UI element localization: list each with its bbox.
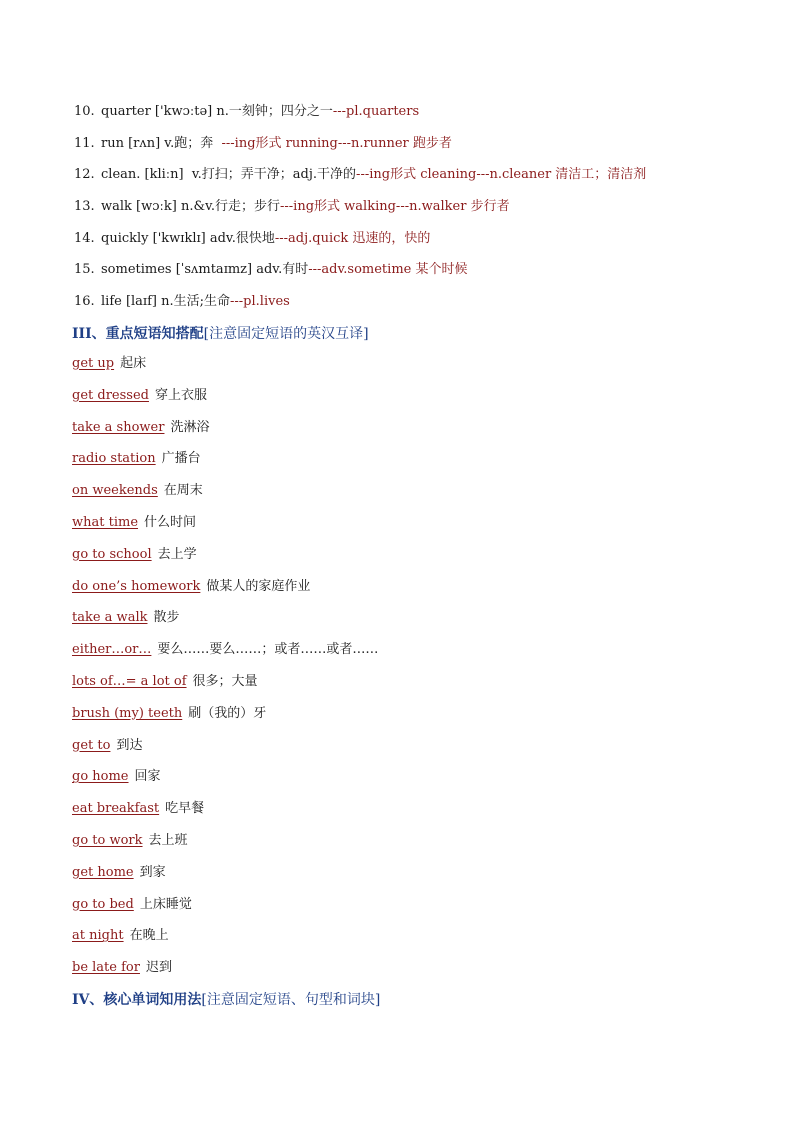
vocab-item	[74, 258, 754, 290]
item-derivation: ---adv.sometime 某个时候	[308, 262, 468, 278]
phrase-english: go home	[72, 769, 129, 785]
item-definition: walk [wɔːk] n.&v.行走；步行	[101, 199, 280, 215]
phrase-item	[72, 956, 752, 988]
phrase-chinese: 散步	[153, 610, 180, 626]
phrase-chinese: 回家	[134, 769, 161, 785]
item-number: 10.	[74, 104, 95, 119]
phrase-chinese: 上床睡觉	[139, 896, 192, 912]
phrase-english: get dressed	[72, 387, 149, 403]
item-number: 11.	[74, 135, 95, 151]
item-derivation: ---pl.quarters	[332, 104, 420, 119]
phrase-item	[72, 543, 752, 575]
phrase-english: lots of…= a lot of	[72, 673, 187, 689]
phrase-english: brush (my) teeth	[72, 705, 183, 721]
phrase-item	[72, 511, 752, 543]
phrase-english: go to work	[72, 832, 143, 848]
item-number: 14.	[74, 230, 95, 246]
item-derivation: ---ing形式 cleaning---n.cleaner 清洁工；清洁剂	[356, 167, 647, 183]
phrase-english: get to	[72, 737, 111, 753]
vocab-item	[74, 227, 754, 259]
phrase-list	[72, 352, 752, 988]
phrase-english: radio station	[72, 451, 156, 467]
phrase-english: take a walk	[72, 610, 148, 626]
phrase-english: get up	[72, 356, 115, 371]
section-title: III、重点短语知搭配	[72, 326, 204, 342]
phrase-english: eat breakfast	[72, 801, 160, 817]
phrase-item	[72, 765, 752, 797]
section-note: [注意固定短语、句型和词块]	[201, 992, 381, 1008]
phrase-item	[72, 702, 752, 734]
phrase-english: go to school	[72, 546, 152, 562]
phrase-english: be late for	[72, 960, 140, 976]
phrase-item	[72, 829, 752, 861]
phrase-item	[72, 734, 752, 766]
vocab-item	[74, 132, 754, 164]
vocab-item	[74, 195, 754, 227]
phrase-chinese: 广播台	[161, 451, 201, 467]
phrase-chinese: 在晚上	[129, 928, 169, 944]
phrase-chinese: 迟到	[145, 960, 172, 976]
phrase-chinese: 洗淋浴	[170, 419, 210, 435]
phrase-chinese: 在周末	[163, 483, 203, 499]
item-definition: quarter ['kwɔːtə] n.一刻钟；四分之一	[101, 104, 333, 119]
phrase-english: get home	[72, 864, 134, 880]
item-definition: clean. [kliːn] v.打扫；弄干净；adj.干净的	[101, 167, 357, 183]
phrase-item	[72, 575, 752, 607]
item-number: 16.	[74, 294, 95, 310]
item-number: 15.	[74, 262, 95, 278]
phrase-item	[72, 924, 752, 956]
phrase-chinese: 很多；大量	[192, 673, 258, 689]
phrase-english: either…or…	[72, 642, 152, 658]
phrase-chinese: 穿上衣服	[154, 387, 207, 403]
phrase-item	[72, 384, 752, 416]
phrase-item	[72, 670, 752, 702]
phrase-english: at night	[72, 928, 124, 944]
item-definition: quickly ['kwɪklɪ] adv.很快地	[101, 230, 275, 246]
item-number: 13.	[74, 199, 95, 215]
phrase-english: what time	[72, 514, 139, 530]
phrase-chinese: 刷（我的）牙	[188, 705, 267, 721]
phrase-chinese: 要么……要么……；或者……或者……	[157, 642, 379, 658]
phrase-item	[72, 638, 752, 670]
vocab-item	[74, 290, 754, 322]
phrase-chinese: 做某人的家庭作业	[206, 578, 311, 594]
vocabulary-list	[74, 100, 754, 322]
section-heading-phrases	[72, 324, 369, 344]
phrase-item	[72, 797, 752, 829]
item-derivation: ---adj.quick 迅速的，快的	[274, 230, 431, 246]
phrase-item	[72, 861, 752, 893]
phrase-item	[72, 352, 752, 384]
phrase-chinese: 到达	[116, 737, 143, 753]
phrase-english: go to bed	[72, 896, 134, 912]
section-title: IV、核心单词知用法	[72, 992, 202, 1008]
phrase-chinese: 起床	[120, 356, 147, 371]
item-derivation: ---ing形式 running---n.runner 跑步者	[221, 135, 452, 151]
phrase-item	[72, 416, 752, 448]
phrase-chinese: 到家	[139, 864, 166, 880]
vocab-item	[74, 100, 754, 132]
phrase-item	[72, 606, 752, 638]
section-note: [注意固定短语的英汉互译]	[203, 326, 369, 342]
item-definition: run [rʌn] v.跑；奔	[101, 135, 222, 151]
item-definition: life [laɪf] n.生活;生命	[101, 294, 230, 310]
item-derivation: ---ing形式 walking---n.walker 步行者	[280, 199, 510, 215]
phrase-english: do one’s homework	[72, 578, 201, 594]
item-number: 12.	[74, 167, 95, 183]
phrase-item	[72, 893, 752, 925]
item-definition: sometimes [ˈsʌmtaɪmz] adv.有时	[101, 262, 309, 278]
phrase-item	[72, 479, 752, 511]
section-heading-usage	[72, 990, 380, 1010]
phrase-item	[72, 447, 752, 479]
vocab-item	[74, 163, 754, 195]
phrase-chinese: 去上学	[157, 546, 197, 562]
phrase-chinese: 吃早餐	[165, 801, 205, 817]
phrase-english: on weekends	[72, 483, 158, 499]
phrase-chinese: 什么时间	[144, 514, 197, 530]
phrase-chinese: 去上班	[148, 832, 188, 848]
phrase-english: take a shower	[72, 419, 165, 435]
item-derivation: ---pl.lives	[230, 294, 290, 310]
